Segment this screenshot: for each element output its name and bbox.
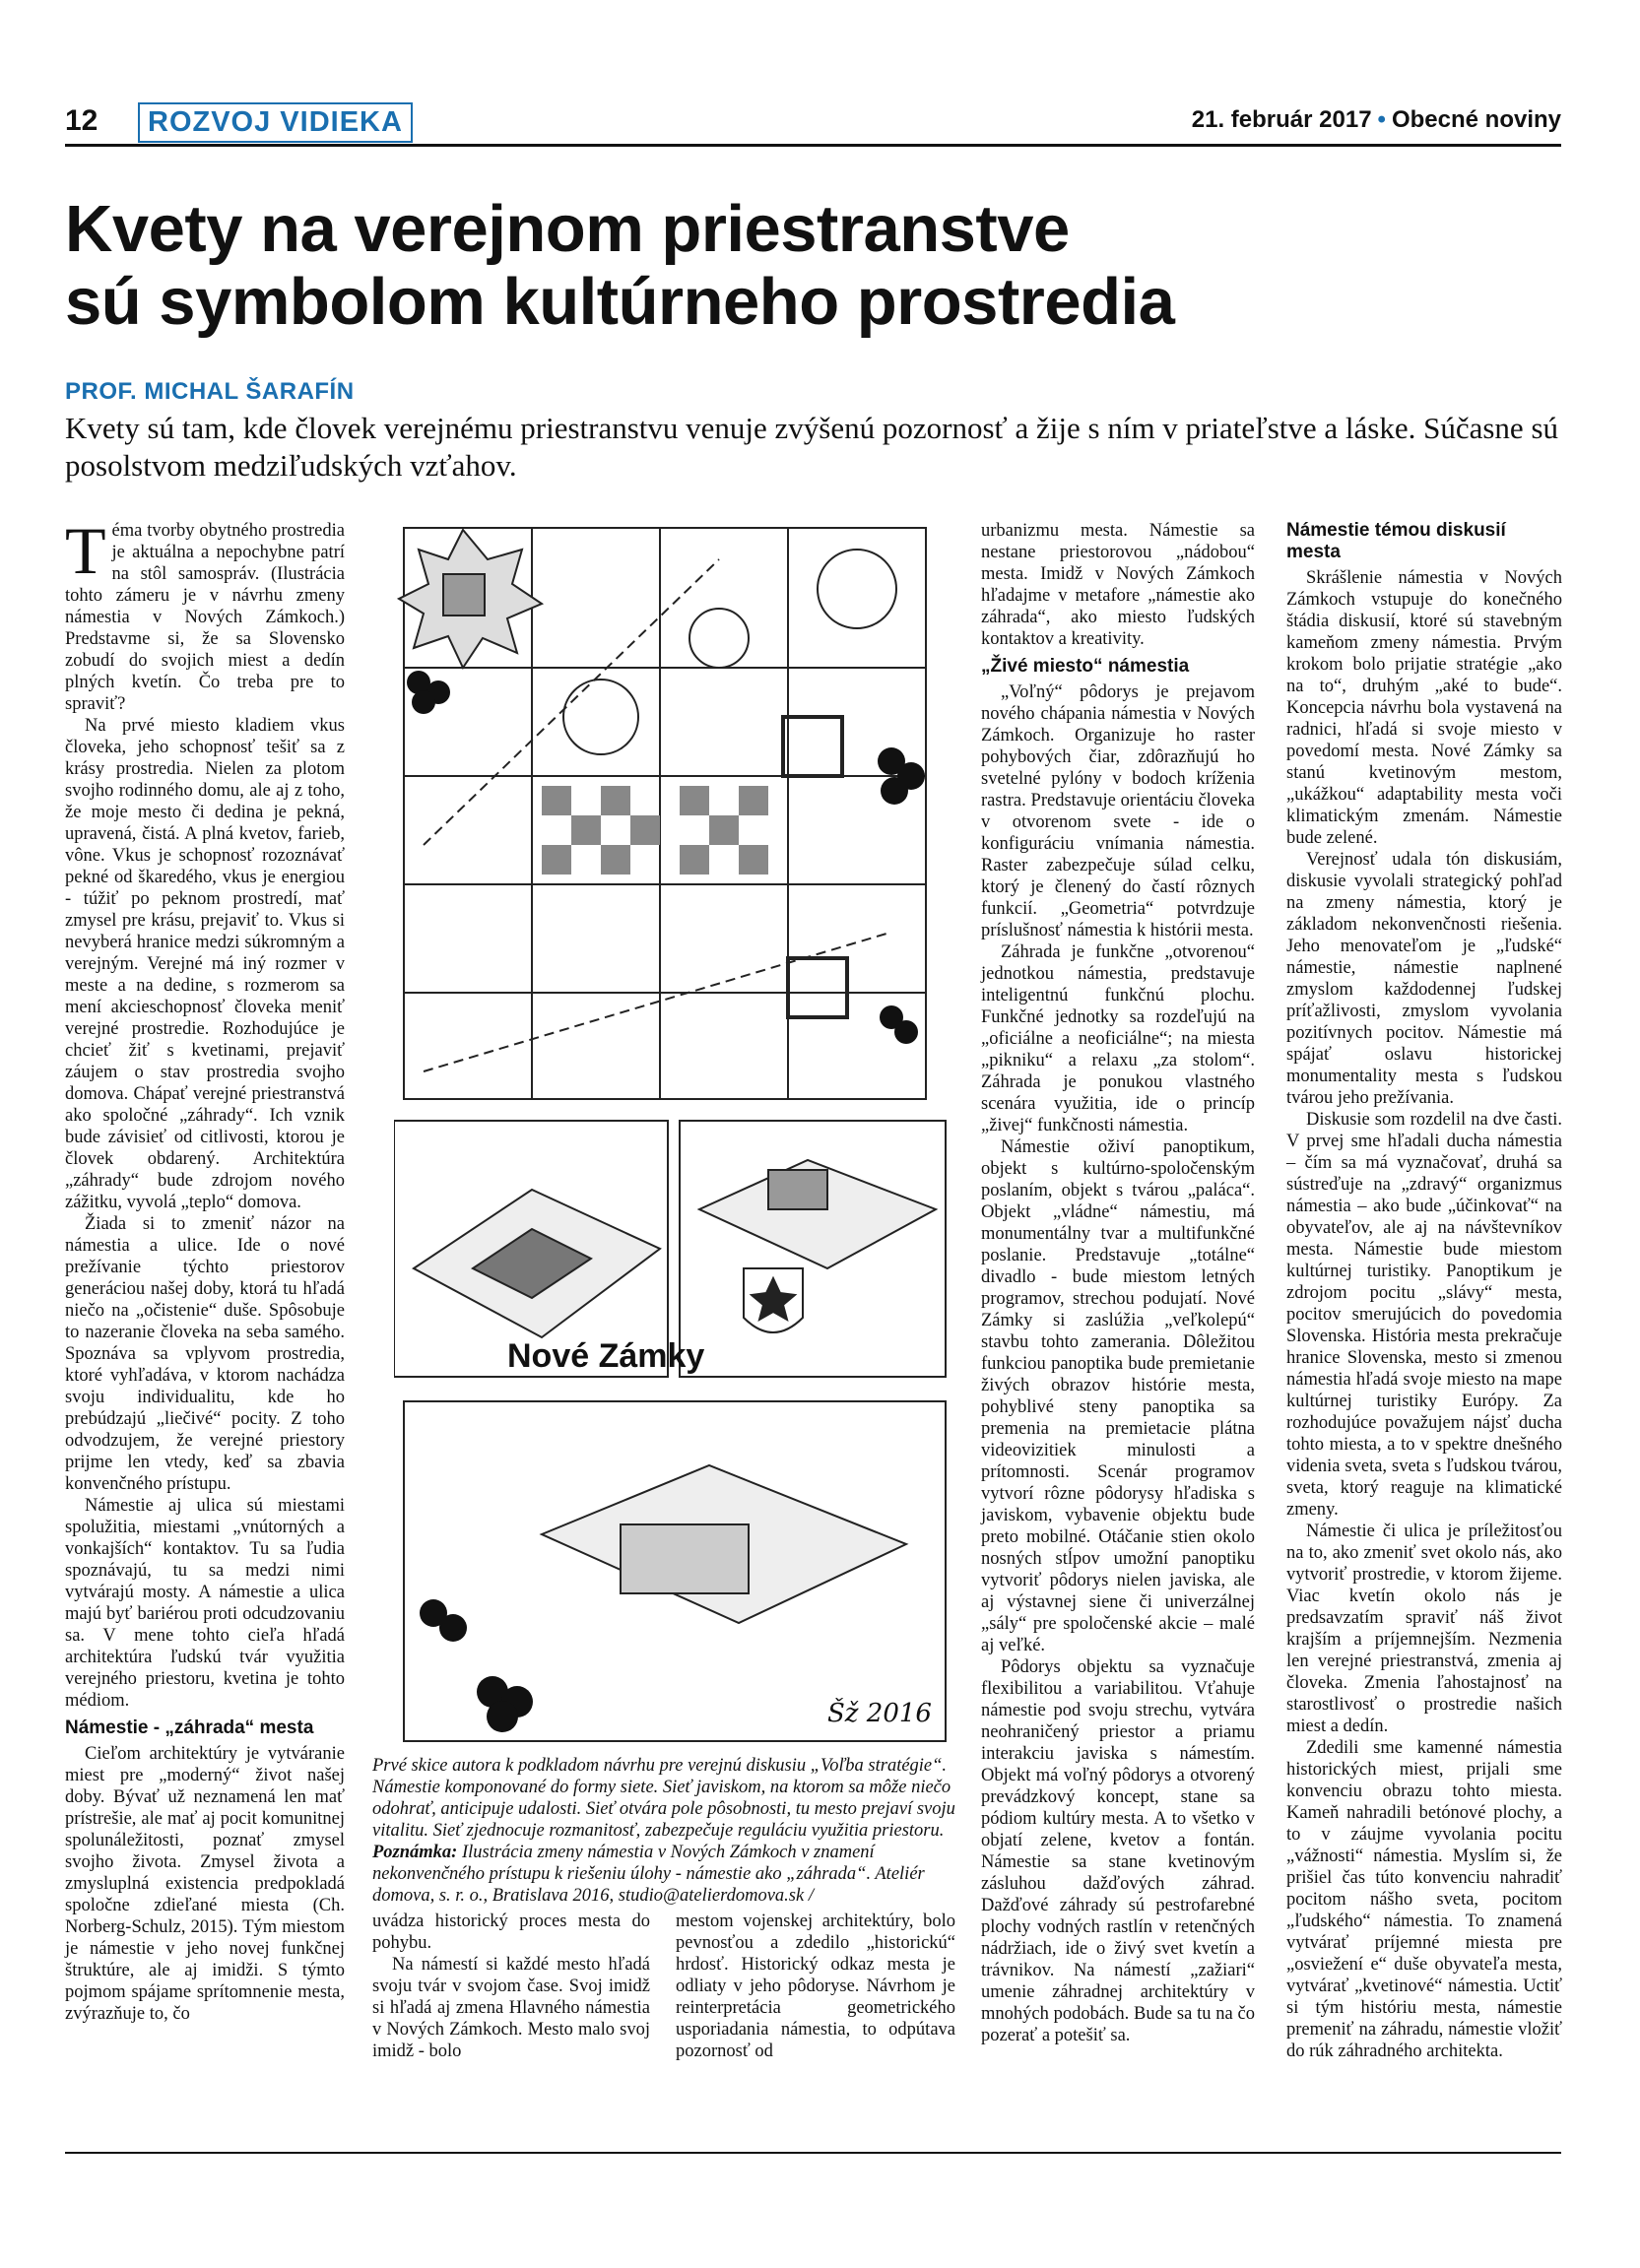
section-label: ROZVOJ VIDIEKA (138, 102, 413, 143)
column-2 (372, 1911, 650, 2062)
subheading: Námestie témou diskusií mesta (1286, 520, 1506, 562)
artist-signature: Šž 2016 (827, 1699, 932, 1728)
issue-info (1192, 106, 1561, 134)
author-byline: PROF. MICHAL ŠARAFÍN (65, 378, 355, 405)
paragraph: Námestie aj ulica sú miestami spolužitia, miestami „vnútorných a vonkajších“ kontaktov. Tu sa ľudia spoznávajú, tu sa medzi nimi vytvárajú mosty. A námestie a ulica majú byť bariérou proti odcudzovaniu sa. V mene tohto cieľa hľadá architektúra ľudskú tvár využitia verejného priestoru, kvetina je tohto médiom. (65, 1496, 345, 1711)
lead-paragraph: Kvety sú tam, kde človek verejnému priestranstvu venuje zvýšenú pozornosť a žije s ním v priateľstve a láske. Súčasne sú posolstvom medziľudských vzťahov. (65, 411, 1559, 483)
paragraph: urbanizmu mesta. Námestie sa nestane priestorovou „nádobou“ mesta. Imidž v Nových Zámkoch hľadajme v metafore „námestie ako záhrada“, ako miesto ľudských kontaktov a kreativity. (981, 521, 1255, 649)
paragraph: Verejnosť udala tón diskusiám, diskusie vyvolali strategický pohľad na zmeny námestia, ktorý je základom nekonvenčnosti riešenia. Jeho menovateľom je „ľudské“ námestie, námestie naplnené zmyslom každodennej ľudskej príťažlivosti, zmyslom vyvolania pozitívnych pocitov. Námestie má spájať oslavu historickej monumentality mesta s ľudskou tvárou jeho prežívania. (1286, 850, 1562, 1108)
sketch-illustration (394, 520, 953, 1751)
footer-rule (65, 2152, 1561, 2154)
paragraph: Zdedili sme kamenné námestia historických miest, prijali sme konvenciu obrazu tohto miesta. Kameň nahradili betónové plochy, a to v záujme vyvolania pocitu „vážnosti“ námestia. Myslím si, že prišiel čas túto konvenciu nahradiť pocitom nášho sveta, pocitom „ľudského“ námestia. To znamená vytvárať príjemné miesta pre „osviežení e“ duše obyvateľa mesta, vytvárať „kvetinové“ námestia. Uctiť si tým históriu mesta, námestie premeniť na záhradu, námestie vložiť do rúk záhradného architekta. (1286, 1738, 1562, 2061)
paragraph: Pôdorys objektu sa vyznačuje flexibilitou a variabilitou. Vťahuje námestie pod svoju strechu, vytvára neohraničený priestor a priamu interakciu javiska s námestím. Objekt má voľný pôdorys a otvorený prevádzkový koncept, stane sa pódiom kultúry mesta. A to všetko v objatí zelene, kvetov a fontán. Námestie sa stane kvetinovým zásluhou dažďových záhrad. Dažďové záhrady sú pestrofarebné plochy vodných rastlín v retenčných nádržiach, ide o živý svet kvetín a trávnikov. Na námestí „zažiari“ umenie záhradnej architektúry v mnohých podobách. Bude sa tu na čo pozerať a potešiť sa. (981, 1657, 1255, 2045)
page-number: 12 (65, 104, 98, 137)
paragraph: Žiada si to zmeniť názor na námestia a ulice. Ide o nové prežívanie týchto priestorov generáciou našej doby, ktorá tu hľadá niečo na „očistenie“ duše. Spôsobuje to nazeranie človeka na seba samého. Spoznáva sa vplyvom prostredia, ktoré vyhľadáva, v ktorom nachádza svoju individualitu, kde ho prebúdzajú „liečivé“ pocity. Z toho odvodzujem, že verejné priestory prijme len vtedy, keď sa zbavia konvenčného prístupu. (65, 1214, 345, 1494)
subheading: „Živé miesto“ námestia (981, 656, 1190, 677)
caption-note-label: Poznámka: (372, 1843, 458, 1862)
publication-name: Obecné noviny (1391, 106, 1561, 133)
column-4 (981, 520, 1255, 2046)
drop-cap: T (65, 513, 106, 588)
paragraph: uvádza historický proces mesta do pohybu. (372, 1912, 650, 1953)
sketch-label: Nové Zámky (507, 1337, 705, 1375)
headline (65, 193, 1562, 339)
caption-note-text: Ilustrácia zmeny námestia v Nových Zámkoch v znamení nekonvenčného prístupu k riešeniu úlohy - námestie ako „záhrada“. Ateliér domova, s. r. o., Bratislava 2016, studio@atelierdomova.sk / (372, 1843, 925, 1906)
header-rule (65, 144, 1561, 147)
paragraph: Téma tvorby obytného prostredia je aktuálna a nepochybne patrí na stôl samospráv. (Ilustrácia tohto zámeru je v návrhu zmeny námestia v Nových Zámkoch.) Predstavme si, že sa Slovensko zobudí do svojich miest a dedín plných kvetín. Čo treba pre to spraviť? (65, 513, 345, 714)
paragraph: Záhrada je funkčne „otvorenou“ jednotkou námestia, predstavuje inteligentnú funkčnú plochu. Funkčné jednotky sa rozdeľujú na „oficiálne a neoficiálne“; na miesta „pikniku“ a relaxu „za stolom“. Záhrada je ponukou vlastného scenára využitia, ide o princíp „živej“ funkčnosti námestia. (981, 942, 1255, 1135)
site-plan-sketch (394, 520, 953, 1751)
paragraph: Námestie či ulica je príležitosťou na to, ako zmeniť svet okolo nás, ako vytvoriť prostredie, v ktorom žijeme. Viac kvetín okolo nás je predsavzatím spraviť náš život krajším a príjemnejším. Nezmenia len verejné priestranstvá, zmenia aj človeka. Zmenia ľahostajnosť na starostlivosť o prostredie našich miest a dedín. (1286, 1522, 1562, 1736)
paragraph: Skrášlenie námestia v Nových Zámkoch vstupuje do konečného štádia diskusií, ktoré sú stavebným kameňom zmeny námestia. Prvým krokom bolo prijatie stratégie „ako na to“, druhým „aké to bude“. Koncepcia návrhu bola vystavená na radnici, hľadá si svoje miesto v povedomí mesta. Nové Zámky sa stanú kvetinovým mestom, „ukážkou“ adaptability mesta voči klimatickým zmenám. Námestie bude zelené. (1286, 568, 1562, 848)
paragraph: mestom vojenskej architektúry, bolo pevnosťou a zdedilo „historickú“ hrdosť. Historický odkaz mesta je odliaty v jeho pôdoryse. Návrhom je reinterpretácia geometrického usporiadania námestia, to odpútava pozornosť od (676, 1912, 955, 2061)
paragraph: Diskusie som rozdelil na dve časti. V prvej sme hľadali ducha námestia – čím sa má vyznačovať, druhá sa sústreďuje na „zdravý“ organizmus námestia – ako bude „účinkovať“ na obyvateľov, ale aj na návštevníkov mesta. Námestie bude miestom kultúrnej turistiky. Panoptikum je zdrojom pocitu „slávy“ mesta, pocitov smerujúcich do povedomia Slovenska. História mesta prekračuje hranice Slovenska, mesto si zmenou námestia hľadá svoje miesto na mape kultúrnej turistiky Európy. Za rozhodujúce považujem nájsť ducha tohto miesta, a to v spektre dnešného videnia sveta, sveta s ľudskou tvárou, sveta, ktorý reaguje na klimatické zmeny. (1286, 1110, 1562, 1520)
separator-dot: • (1377, 106, 1386, 133)
caption-text: Prvé skice autora k podkladom návrhu pre verejnú diskusiu „Voľba stratégie“. Námestie komponované do formy siete. Sieť javiskom, na ktorom sa môže niečo odohrať, anticipuje udalosti. Sieť otvára pole pôsobnosti, tu mesto prejaví svoju vitalitu. Sieť zjednocuje rozmanitosť, zabezpečuje reguláciu využitia priestoru. (372, 1756, 955, 1841)
paragraph: Námestie oživí panoptikum, objekt s kultúrno-spoločenským poslaním, objekt s tvárou „paláca“. Objekt „vládne“ námestiu, má monumentálny tvar a multifunkčné poslanie. Predstavuje „totálne“ divadlo - bude miestom letných programov, strechou podujatí. Nové Zámky si zaslúžia „veľkolepú“ stavbu tohto zamerania. Dôležitou funkciou panoptika bude premietanie živých obrazov histórie mesta, pohyblivé steny panoptika sa premenia na premietacie plátna videovizitiek minulosti a prítomnosti. Scenár programov vytvorí rôzne pôdorysy hľadiska s javiskom, vybavenie objektu bude preto mobilné. Otáčanie stien okolo nosných stĺpov umožní panoptiku vytvoriť pôdorys nielen javiska, ale aj výstavnej siene či univerzálnej „sály“ pre spoločenské akcie – malé aj veľké. (981, 1137, 1255, 1655)
headline-line-1: Kvety na verejnom priestranstve (65, 192, 1070, 266)
subheading: Námestie - „záhrada“ mesta (65, 1717, 314, 1738)
paragraph: „Voľný“ pôdorys je prejavom nového chápania námestia v Nových Zámkoch. Organizuje ho raster pohybových čiar, zdôrazňujú ho svetelné pylóny v bodoch kríženia rastra. Predstavuje orientáciu človeka v otvorenom svete - ide o konfiguráciu vnímania námestia. Raster zabezpečuje súlad celku, ktorý je členený do častí rôznych funkcií. „Geometria“ potvrdzuje príslušnosť námestia k histórii mesta. (981, 682, 1255, 940)
headline-line-2: sú symbolom kultúrneho prostredia (65, 265, 1175, 339)
column-1 (65, 513, 345, 2025)
issue-date: 21. február 2017 (1191, 106, 1372, 133)
column-3 (676, 1911, 955, 2062)
column-5 (1286, 520, 1562, 2062)
paragraph: Cieľom architektúry je vytváranie miest pre „moderný“ život našej doby. Bývať už neznamená len mať prístrešie, ale mať aj pocit komunitnej spolunáležitosti, poznať zmysel svojho života. Zmysel života a zmysluplná existencia predpokladá spoločne zdieľané miesta (Ch. Norberg-Schulz, 2015). Tým miestom je námestie v jeho novej funkčnej štruktúre, ale aj imidži. S týmto pojmom spájame sprítomnenie mesta, zvýrazňuje to, čo (65, 1744, 345, 2024)
figure-caption (372, 1755, 975, 1907)
paragraph: Na prvé miesto kladiem vkus človeka, jeho schopnosť tešiť sa z krásy prostredia. Nielen za plotom svojho rodinného domu, ale aj z toho, že moje mesto či dedina je pekná, upravená, čistá. A plná kvetov, farieb, vône. Vkus je schopnosť rozoznávať pekné od škaredého, vkus je energiou - túžiť po peknom prostredí, mať zmysel pre krásu, prejaviť to. Vkus si nevyberá hranice medzi súkromným a verejným. Verejné má iný rozmer v meste a na dedine, s rozmerom sa mení akcieschopnosť človeka meniť verejné prostredie. Rozhodujúce je chcieť žiť s kvetinami, prejaviť záujem o stav prostredia svojho domova. Chápať verejné priestranstvá ako spoločné „záhrady“. Ich vznik bude závisieť od citlivosti, ktorou je človek obdarený. Architektúra „záhrady“ bude zdrojom nového zážitku, vyvolá „teplo“ domova. (65, 716, 345, 1212)
paragraph: Na námestí si každé mesto hľadá svoju tvár v svojom čase. Svoj imidž si hľadá aj zmena Hlavného námestia v Nových Zámkoch. Mesto malo svoj imidž - bolo (372, 1955, 650, 2061)
